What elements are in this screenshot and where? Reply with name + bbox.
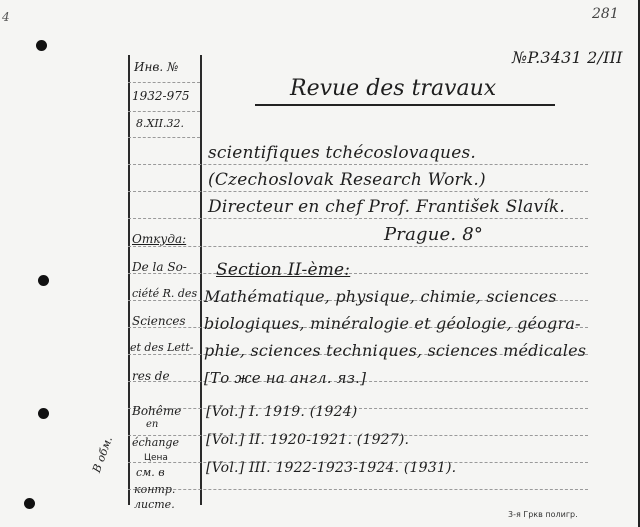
column-rule-right	[200, 55, 202, 505]
catalog-number: №P.3431 2/III	[512, 48, 623, 67]
column-rule-left	[128, 55, 130, 505]
source-line: Bohême	[132, 404, 182, 418]
volume-line: [Vol.] II. 1920-1921. (1927).	[206, 432, 410, 448]
ruled-line	[128, 137, 200, 138]
title-underline	[255, 104, 555, 106]
price-line: контр.	[134, 483, 176, 496]
inventory-label: Инв. №	[134, 60, 179, 74]
ruled-line	[128, 111, 200, 112]
source-line: échange	[132, 436, 179, 449]
ruled-line	[128, 489, 588, 490]
ruled-line	[128, 408, 588, 409]
body-line: Directeur en chef Prof. František Slavík.	[208, 197, 566, 217]
body-line: phie, sciences techniques, sciences médicales	[204, 341, 587, 360]
section-heading: Section II-ème:	[216, 260, 351, 280]
printer-mark: 3-я Гркв полигр.	[508, 510, 578, 519]
punch-hole	[38, 275, 49, 286]
corner-number: 281	[592, 6, 619, 22]
punch-hole	[24, 498, 35, 509]
body-line: (Czechoslovak Research Work.)	[208, 170, 486, 190]
ruled-line	[128, 246, 588, 247]
ruled-line	[128, 82, 200, 83]
body-line: Mathématique, physique, chimie, sciences	[204, 287, 557, 306]
ruled-line	[128, 273, 588, 274]
ruled-line	[128, 191, 588, 192]
punch-hole	[38, 408, 49, 419]
price-line: см. в	[136, 466, 165, 479]
body-line: Prague. 8°	[384, 224, 484, 245]
body-line: scientifiques tchécoslovaques.	[208, 143, 476, 163]
side-note: В обм.	[90, 434, 116, 475]
source-line: en	[146, 419, 159, 430]
volume-line: [Vol.] III. 1922-1923-1924. (1931).	[206, 460, 457, 476]
volume-line: [Vol.] I. 1919. (1924)	[206, 404, 358, 420]
inventory-date: 8.XII.32.	[136, 117, 185, 130]
ruled-line	[128, 218, 588, 219]
source-line: res de	[132, 369, 170, 383]
body-line: biologiques, minéralogie et géologie, géogra-	[204, 314, 581, 333]
document-title: Revue des travaux	[290, 76, 497, 101]
source-line: et des Lett-	[130, 341, 194, 354]
source-label: Откуда:	[132, 232, 187, 246]
price-label: Цена	[144, 453, 168, 463]
ruled-line	[128, 164, 588, 165]
source-line: De la So-	[132, 260, 187, 274]
left-edge-mark: 4	[2, 10, 10, 24]
body-line: [То же на англ. яз.]	[204, 369, 367, 387]
source-line: ciété R. des	[132, 287, 198, 300]
source-line: Sciences	[132, 314, 186, 328]
punch-hole	[36, 40, 47, 51]
inventory-number: 1932-975	[132, 89, 190, 103]
price-line: листе.	[134, 498, 175, 511]
